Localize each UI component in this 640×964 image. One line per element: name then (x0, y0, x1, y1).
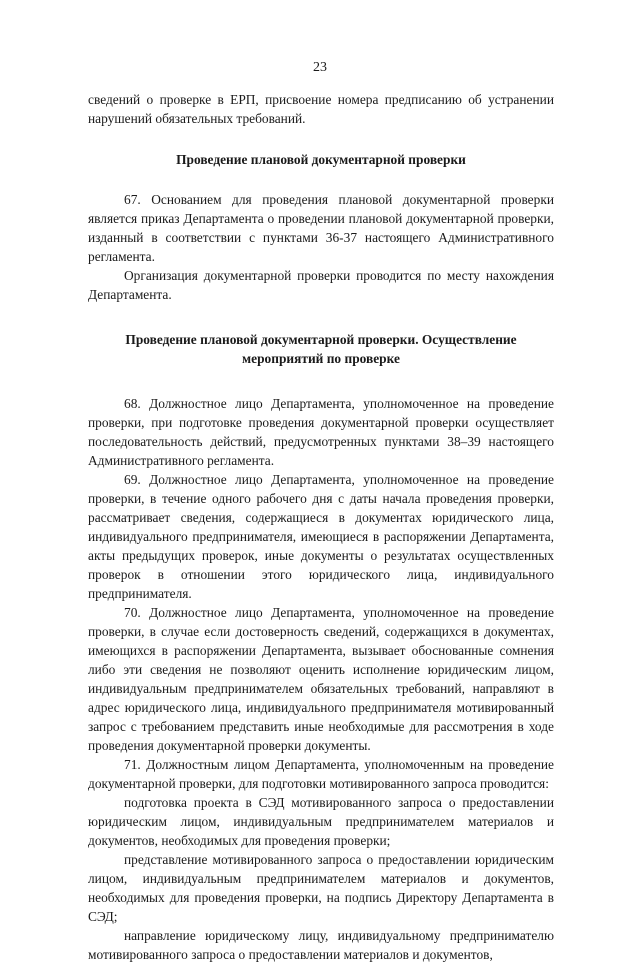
paragraph-69: 69. Должностное лицо Департамента, уполномоченное на проведение проверки, в течение одного рабочего дня с даты начала проведения проверки, рассматривает сведения, содержащиеся в документах юридического лица, индивидуального предпринимателя, имеющиеся в распоряжении Департамента, акты предыдущих проверок, иные документы о результатах осуществленных проверок в отношении этого юридического лица, индивидуального предпринимателя. (88, 472, 554, 601)
section-heading-check-measures: Проведение плановой документарной проверки. Осуществление мероприятий по проверке (125, 332, 517, 366)
document-body (88, 90, 554, 964)
paragraph-71: 71. Должностным лицом Департамента, уполномоченным на проведение документарной проверки, для подготовки мотивированного запроса проводится: (88, 757, 554, 791)
paragraph-70: 70. Должностное лицо Департамента, уполномоченное на проведение проверки, в случае если достоверность сведений, содержащихся в документах, имеющихся в распоряжении Департамента, вызывает обоснованные сомнения либо эти сведения не позволяют оценить исполнение юридическим лицом, индивидуальным предпринимателем обязательных требований, направляют в адрес юридического лица, индивидуального предпринимателя мотивированный запрос с требованием представить иные необходимые для рассмотрения в ходе проведения документарной проверки документы. (88, 605, 554, 753)
paragraph-71-item-send: направление юридическому лицу, индивидуальному предпринимателю мотивированного запроса о предоставлении материалов и документов, (88, 928, 554, 962)
paragraph-68: 68. Должностное лицо Департамента, уполномоченное на проведение проверки, при подготовке проведения документарной проверки осуществляет последовательность действий, предусмотренных пунктами 38–39 настоящего Административного регламента. (88, 396, 554, 468)
paragraph-71-item-prepare: подготовка проекта в СЭД мотивированного запроса о предоставлении юридическим лицом, индивидуальным предпринимателем материалов и документов, необходимых для проведения проверки; (88, 795, 554, 848)
paragraph-71-item-submit: представление мотивированного запроса о предоставлении юридическим лицом, индивидуальным предпринимателем материалов и документов, необходимых для проведения проверки, на подпись Директору Департамента в СЭД; (88, 852, 554, 924)
paragraph-intro: сведений о проверке в ЕРП, присвоение номера предписанию об устранении нарушений обязательных требований. (88, 92, 554, 126)
page-number: 23 (313, 60, 327, 75)
section-heading-planned-check: Проведение плановой документарной проверки (176, 152, 466, 167)
paragraph-67: 67. Основанием для проведения плановой документарной проверки является приказ Департамента о проведении плановой документарной проверки, изданный в соответствии с пунктами 36-37 настоящего Административного регламента. (88, 192, 554, 264)
paragraph-67-organization: Организация документарной проверки проводится по месту нахождения Департамента. (88, 268, 554, 302)
